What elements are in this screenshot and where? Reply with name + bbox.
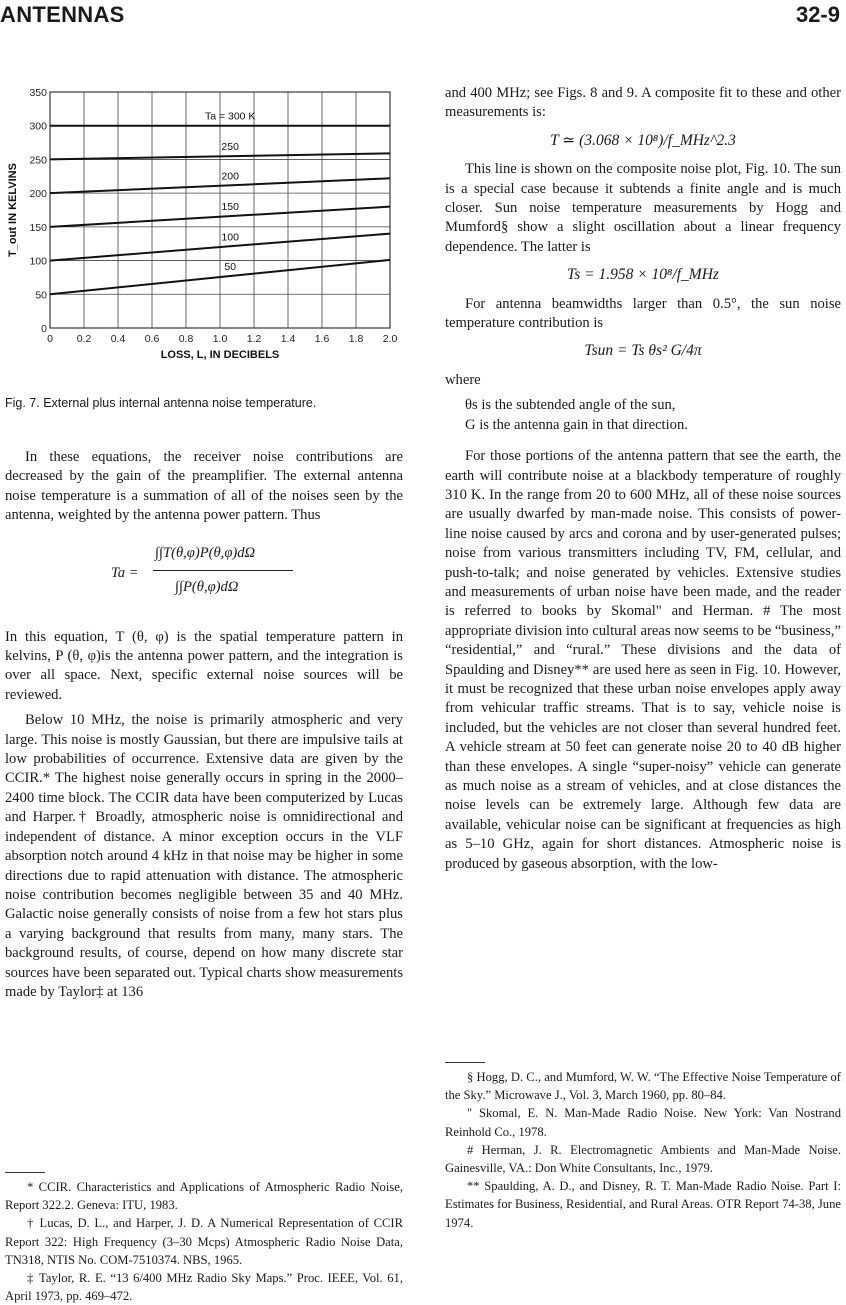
footnote: " Skomal, E. N. Man-Made Radio Noise. New York: Van Nostrand Reinhold Co., 1978.	[445, 1106, 841, 1139]
series-label: 150	[221, 201, 239, 214]
series-label: Ta = 300 K	[204, 110, 256, 123]
x-tick-label: 2.0	[382, 333, 398, 345]
y-tick-label: 50	[35, 289, 47, 302]
footnote: ** Spaulding, A. D., and Disney, R. T. Man-Made Radio Noise. Part I: Estimates for Business, Residential, and Rural Areas. OTR Report 74-38, June 1974.	[445, 1179, 841, 1230]
paragraph: For antenna beamwidths larger than 0.5°, the sun noise temperature contribution is	[445, 295, 841, 332]
series-label: 200	[221, 170, 239, 183]
running-title: ANTENNAS	[0, 2, 125, 27]
x-tick-label: 0.4	[110, 333, 126, 345]
page-header	[0, 0, 846, 36]
equation-sun: Ts = 1.958 × 10⁸/f_MHz	[567, 266, 719, 284]
x-tick-label: 1.2	[246, 333, 262, 345]
definition: G is the antenna gain in that direction.	[465, 416, 688, 433]
equation-tsun: Tsun = Ts θs² G/4π	[584, 342, 702, 360]
figure-7-chart	[0, 84, 405, 374]
y-tick-label: 100	[29, 255, 47, 268]
definition: θs is the subtended angle of the sun,	[465, 397, 676, 414]
y-tick-label: 200	[29, 188, 47, 201]
x-tick-label: 1.6	[314, 333, 330, 345]
left-footnotes	[5, 1178, 403, 1305]
equation-lhs: Ta =	[111, 564, 139, 581]
paragraph: Below 10 MHz, the noise is primarily atmospheric and very large. This noise is mostly Gaussian, but there are impulsive tails at low probabilities of occurrence. Extensive data are given by the CCIR.* The highest noise generally occurs in spring in the 2000–2400 time block. The CCIR data have been computerized by Lucas and Harper.† Broadly, atmospheric noise is omnidirectional and independent of distance. A minor exception occurs in the VLF absorption notch around 4 kHz in that noise may be higher in some directions due to rapid attenuation with distance. The atmospheric noise contribution becomes negligible between 35 and 40 MHz. Galactic noise generally consists of noise from a few hot stars plus a varying background that results from many, many stars. The background results, of course, depend on how many discrete star sources have been separated out. Typical charts show measurements made by Taylor‡ at 136	[5, 712, 403, 1000]
x-tick-label: 0.8	[178, 333, 194, 345]
fraction-bar	[153, 570, 293, 571]
page-number: 32-9	[795, 2, 840, 27]
equation-numerator: ∫∫T(θ,φ)P(θ,φ)dΩ	[155, 544, 256, 561]
paragraph: For those portions of the antenna pattern that see the earth, the earth will contribute noise at a blackbody temperature of roughly 310 K. In the range from 20 to 600 MHz, all of these noise sources are usually dwarfed by man-made noise. This consists of power-line noise caused by arcs and corona and by user-generated pulses; noise from various transmitters including TV, FM, cellular, and push-to-talk; and noise generated by vehicles. Extensive studies and measurements of urban noise have been made, and the reader is referred to books by Skomal" and Herman. # The most appropriate division into cultural areas now seems to be “business,” “residential,” and “rural.” These divisions and the data of Spaulding and Disney** are used here as seen in Fig. 10. However, it must be recognized that these urban noise envelopes apply away from vehicular traffic streams. That is to say, vehicle noise is included, but the vehicles are not closer than several hundred feet. A vehicle stream at 50 feet can generate noise 20 to 40 dB higher than these envelopes. A single “super-noisy” vehicle can generate as much noise as a stream of vehicles, and at close distances the noise levels can be extremely large. Although few data are available, vehicular noise can be significant at frequencies as high as 5–10 GHz, again for short distances. Atmospheric noise is produced by gaseous absorption, with the low-	[445, 448, 841, 872]
definition-list	[465, 396, 841, 435]
paragraph: In these equations, the receiver noise contributions are decreased by the gain of the preamplifier. The external antenna noise temperature is a summation of all of the noises seen by the antenna, weighted by the antenna power pattern. Thus	[5, 449, 403, 524]
equation-ta	[5, 536, 403, 620]
y-axis-label: T_out IN KELVINS	[7, 163, 19, 257]
x-tick-label: 0	[47, 333, 53, 345]
where-label: where	[445, 371, 481, 388]
paragraph: This line is shown on the composite noise plot, Fig. 10. The sun is a special case because it subtends a finite angle and is much closer. Sun noise temperature measurements by Hogg and Mumford§ show a slight oscillation about a linear frequency dependence. The latter is	[445, 161, 841, 255]
paragraph: In this equation, T (θ, φ) is the spatial temperature pattern in kelvins, P (θ, φ)is the antenna power pattern, and the integration is over all space. Next, specific external noise sources will be reviewed.	[5, 628, 403, 703]
left-column	[5, 448, 403, 1002]
x-tick-label: 1.4	[280, 333, 296, 345]
y-tick-label: 0	[41, 323, 47, 335]
y-tick-label: 300	[29, 120, 47, 133]
footnote-rule	[5, 1172, 45, 1173]
footnote: § Hogg, D. C., and Mumford, W. W. “The Effective Noise Temperature of the Sky.” Microwave J., Vol. 3, March 1960, pp. 80–84.	[445, 1070, 841, 1103]
footnote: † Lucas, D. L., and Harper, J. D. A Numerical Representation of CCIR Report 322: High Frequency (3–30 Mcps) Atmospheric Radio Noise Data, TN318, NTIS No. COM-7510374. NBS, 1965.	[5, 1216, 403, 1267]
y-tick-label: 250	[29, 154, 47, 167]
x-tick-label: 1.8	[348, 333, 364, 345]
x-tick-label: 0.6	[144, 333, 160, 345]
figure-caption: Fig. 7. External plus internal antenna noise temperature.	[5, 396, 317, 410]
footnote: ‡ Taylor, R. E. “13 6/400 MHz Radio Sky Maps.” Proc. IEEE, Vol. 61, April 1973, pp. 469–472.	[5, 1271, 403, 1304]
y-tick-label: 150	[29, 221, 47, 234]
footnote: * CCIR. Characteristics and Applications of Atmospheric Radio Noise, Report 322.2. Geneva: ITU, 1983.	[5, 1180, 403, 1213]
paragraph: and 400 MHz; see Figs. 8 and 9. A composite fit to these and other measurements is:	[445, 85, 841, 121]
x-tick-label: 0.2	[76, 333, 92, 345]
footnote: # Herman, J. R. Electromagnetic Ambients and Man-Made Noise. Gainesville, VA.: Don White Consultants, Inc., 1979.	[445, 1142, 841, 1176]
series-label: 250	[221, 141, 239, 154]
footnote-rule	[445, 1062, 485, 1063]
equation-denominator: ∫∫P(θ,φ)dΩ	[175, 578, 239, 595]
right-footnotes	[445, 1068, 841, 1232]
x-tick-label: 1.0	[212, 333, 228, 345]
equation-composite: T ≃ (3.068 × 10⁸)/f_MHz^2.3	[550, 131, 736, 149]
x-axis-label: LOSS, L, IN DECIBELS	[160, 349, 280, 361]
series-label: 50	[224, 261, 237, 274]
y-tick-label: 350	[29, 87, 47, 99]
series-label: 100	[221, 231, 239, 244]
right-column	[445, 84, 841, 874]
